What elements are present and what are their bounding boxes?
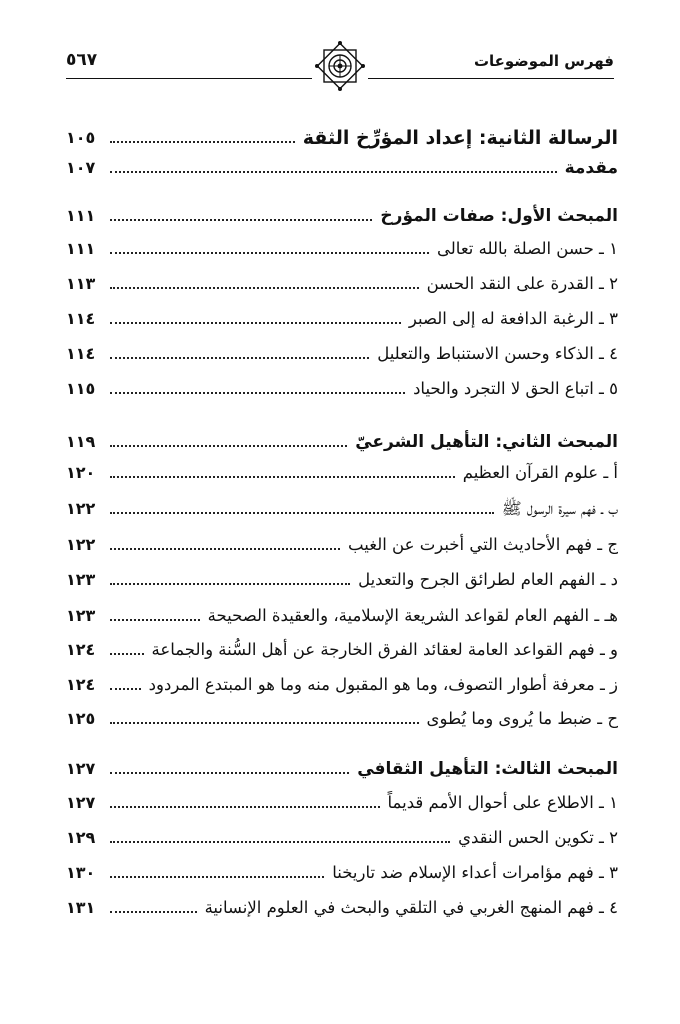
toc-entry-title: ز ـ معرفة أطوار التصوف، وما هو المقبول منه وما هو المبتدع المردود <box>148 675 618 694</box>
toc-entry-page: ١٠٧ <box>66 158 96 177</box>
toc-entry-page: ١١١ <box>66 239 96 258</box>
dot-leader <box>110 171 557 173</box>
toc-entry <box>66 529 618 557</box>
toc-entry <box>66 233 618 261</box>
toc-entry-title: ٣ ـ فهم مؤامرات أعداء الإسلام ضد تاريخنا <box>332 863 618 882</box>
dot-leader <box>110 772 349 774</box>
toc-entry-title: الرسالة الثانية: إعداد المؤرِّخ الثقة <box>302 127 618 149</box>
toc-entry-page: ١١٥ <box>66 379 96 398</box>
dot-leader <box>110 357 369 359</box>
toc-entry-page: ١٢٩ <box>66 828 96 847</box>
toc-entry <box>66 268 618 296</box>
toc-entry-title: ١ ـ الاطلاع على أحوال الأمم قديماً <box>387 793 618 812</box>
toc-entry <box>66 426 618 454</box>
dot-leader <box>110 722 419 724</box>
toc-entry <box>66 493 618 521</box>
toc-entry-title: مقدمة <box>564 158 618 178</box>
dot-leader <box>110 252 429 254</box>
toc-entry-page: ١٢٣ <box>66 570 96 589</box>
toc-entry-title: ح ـ ضبط ما يُروى وما يُطوى <box>426 709 618 728</box>
toc-entry <box>66 753 618 781</box>
toc-entry <box>66 457 618 485</box>
toc-entry-title: المبحث الثالث: التأهيل الثقافي <box>357 759 618 779</box>
dot-leader <box>110 287 419 289</box>
toc-entry-title: ٤ ـ فهم المنهج الغربي في التلقي والبحث في العلوم الإنسانية <box>204 898 618 917</box>
toc-entry-page: ١٣١ <box>66 898 96 917</box>
toc-entry <box>66 200 618 228</box>
toc-entry-title: و ـ فهم القواعد العامة لعقائد الفرق الخارجة عن أهل السُّنة والجماعة <box>151 640 618 659</box>
dot-leader <box>110 476 455 478</box>
toc-entry-page: ١٠٥ <box>66 128 96 147</box>
toc-entry-page: ١٢٢ <box>66 535 96 554</box>
toc-entry-page: ١٢٤ <box>66 640 96 659</box>
toc-entry <box>66 303 618 331</box>
toc-entry-title: ٢ ـ القدرة على النقد الحسن <box>426 274 618 293</box>
dot-leader <box>110 548 340 550</box>
toc-entry-title: هـ ـ الفهم العام لقواعد الشريعة الإسلامية، والعقيدة الصحيحة <box>207 606 618 625</box>
toc-entry-page: ١٢٠ <box>66 463 96 482</box>
toc-entry <box>66 787 618 815</box>
dot-leader <box>110 619 200 621</box>
toc-entry <box>66 703 618 731</box>
dot-leader <box>110 841 450 843</box>
toc-entry <box>66 122 618 150</box>
dot-leader <box>110 219 372 221</box>
dot-leader <box>110 583 350 585</box>
toc-entry-title: أ ـ علوم القرآن العظيم <box>462 463 618 482</box>
toc-entry-page: ١٢٤ <box>66 675 96 694</box>
toc-entry-page: ١١٤ <box>66 309 96 328</box>
dot-leader <box>110 322 401 324</box>
dot-leader <box>110 141 295 143</box>
toc-entry-title: ١ ـ حسن الصلة بالله تعالى <box>437 239 618 258</box>
toc-entry <box>66 373 618 401</box>
toc-entry-page: ١٢٧ <box>66 759 96 778</box>
toc-entry-title: ٤ ـ الذكاء وحسن الاستنباط والتعليل <box>377 344 618 363</box>
toc-entry-page: ١١١ <box>66 206 96 225</box>
toc-entry-title: المبحث الثاني: التأهيل الشرعيّ <box>355 432 618 452</box>
dot-leader <box>110 688 141 690</box>
toc-entry-page: ١٢٢ <box>66 499 96 518</box>
toc-entry-title: ٢ ـ تكوين الحس النقدي <box>458 828 618 847</box>
toc-entry <box>66 669 618 697</box>
toc-entry-title: ج ـ فهم الأحاديث التي أخبرت عن الغيب <box>348 535 618 554</box>
toc-entry-page: ١٢٣ <box>66 606 96 625</box>
running-title: فهرس الموضوعات <box>473 52 614 70</box>
page-number: ٥٦٧ <box>66 50 98 70</box>
toc-entry <box>66 600 618 628</box>
toc-entry <box>66 634 618 662</box>
toc-entry <box>66 338 618 366</box>
toc-entry-page: ١٣٠ <box>66 863 96 882</box>
dot-leader <box>110 911 197 913</box>
dot-leader <box>110 653 144 655</box>
dot-leader <box>110 445 347 447</box>
toc-entry <box>66 892 618 920</box>
toc-entry-page: ١١٩ <box>66 432 96 451</box>
dot-leader <box>110 512 494 514</box>
header-ornament-icon <box>312 38 368 94</box>
toc-entry-title: ب ـ فهم سيرة الرسول ﷺ <box>501 499 618 518</box>
dot-leader <box>110 392 405 394</box>
toc-entry <box>66 152 618 180</box>
toc-entry-page: ١٢٥ <box>66 709 96 728</box>
toc-entry <box>66 564 618 592</box>
page-header <box>66 38 614 88</box>
toc-entry-page: ١١٤ <box>66 344 96 363</box>
toc-entry-title: ٥ ـ اتباع الحق لا التجرد والحياد <box>413 379 618 398</box>
dot-leader <box>110 876 324 878</box>
toc-entry-title: المبحث الأول: صفات المؤرخ <box>380 206 618 226</box>
dot-leader <box>110 806 380 808</box>
toc-entry-title: ٣ ـ الرغبة الدافعة له إلى الصبر <box>408 309 618 328</box>
toc-entry <box>66 857 618 885</box>
toc-entry-page: ١٢٧ <box>66 793 96 812</box>
toc-entry <box>66 822 618 850</box>
toc-entry-page: ١١٣ <box>66 274 96 293</box>
toc-entry-title: د ـ الفهم العام لطرائق الجرح والتعديل <box>358 570 618 589</box>
